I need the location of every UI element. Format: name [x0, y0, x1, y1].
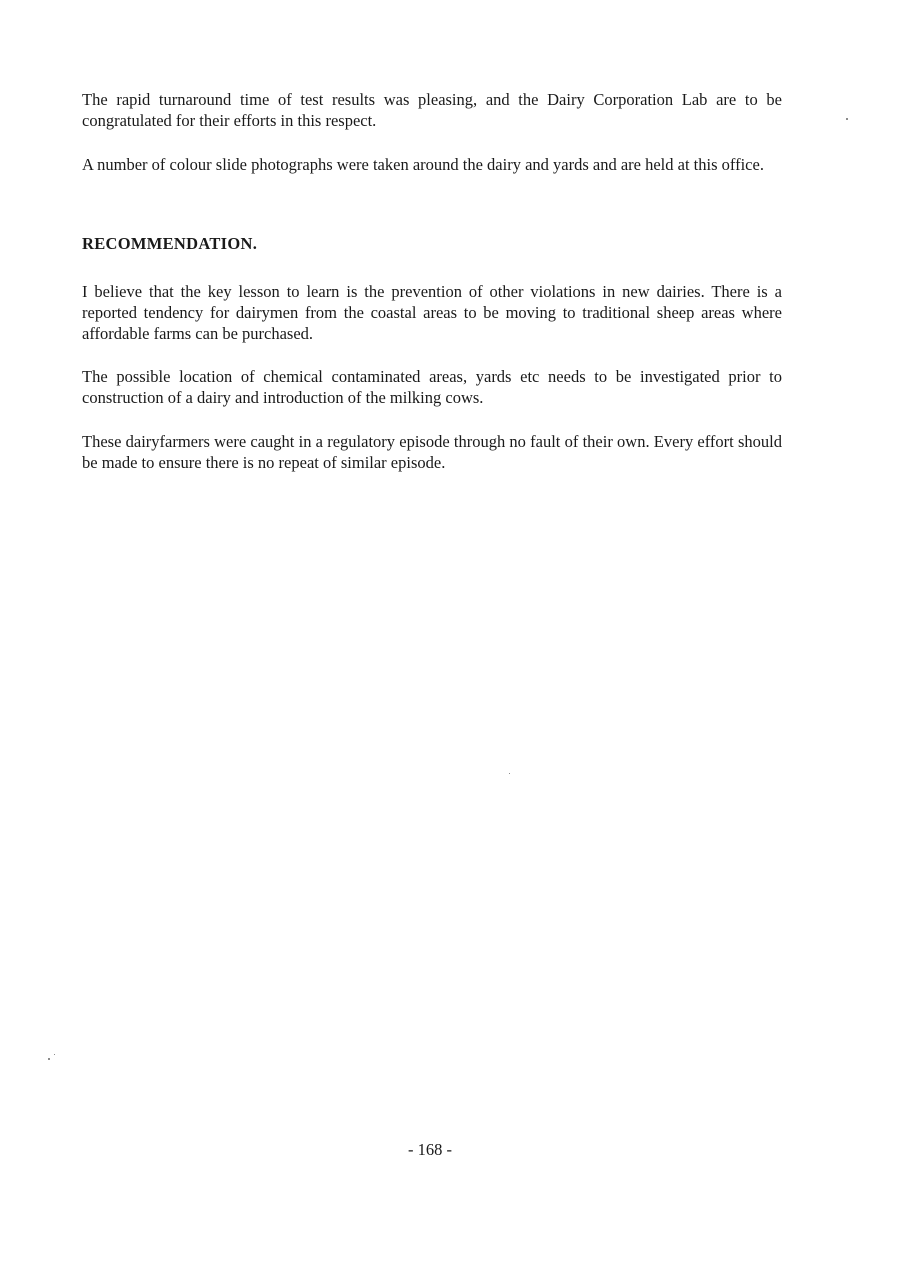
scan-speck [846, 118, 848, 120]
section-heading-recommendation: RECOMMENDATION. [82, 234, 258, 253]
paragraph-contaminated-areas: The possible location of chemical contaminated areas, yards etc needs to be investigated prior to construction of a dairy and introduction of the milking cows. [82, 367, 782, 407]
scan-speck [509, 773, 510, 774]
paragraph-regulatory-episode: These dairyfarmers were caught in a regulatory episode through no fault of their own. Every effort should be made to ensure there is no repeat of similar episode. [82, 432, 782, 472]
scan-speck [54, 1054, 55, 1055]
scan-speck [48, 1058, 50, 1060]
paragraph-test-results: The rapid turnaround time of test results was pleasing, and the Dairy Corporation Lab are to be congratulated for their efforts in this respect. [82, 90, 782, 130]
paragraph-key-lesson: I believe that the key lesson to learn is the prevention of other violations in new dairies. There is a reported tendency for dairymen from the coastal areas to be moving to traditional sheep areas where affordable farms can be purchased. [82, 282, 782, 343]
paragraph-photographs: A number of colour slide photographs were taken around the dairy and yards and are held at this office. [82, 155, 764, 174]
page-number: - 168 - [408, 1140, 452, 1159]
